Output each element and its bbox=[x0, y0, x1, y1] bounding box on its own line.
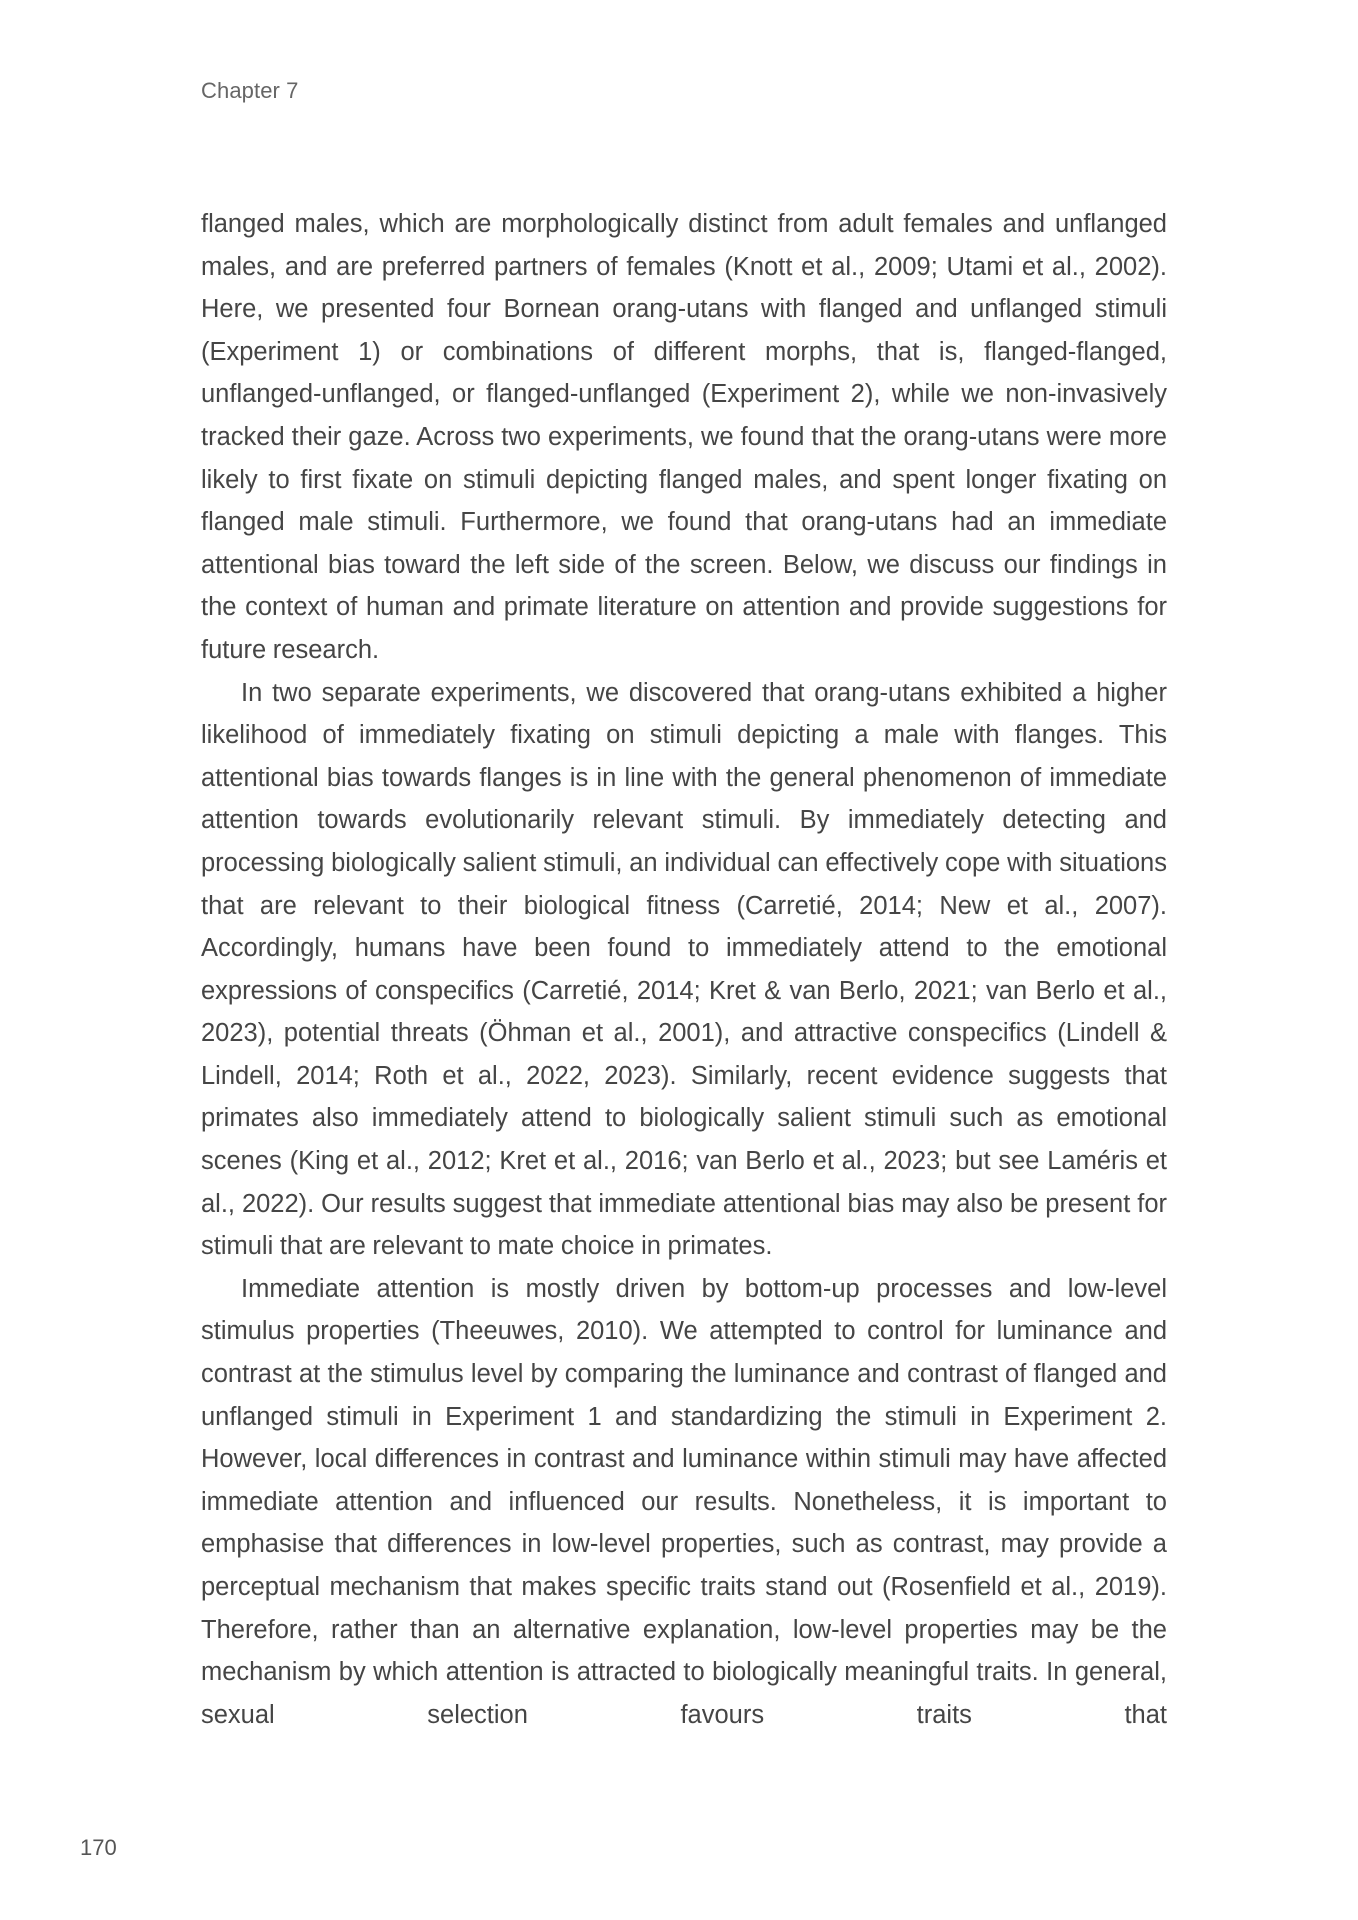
body-text bbox=[201, 203, 1167, 1736]
running-header-chapter: Chapter 7 bbox=[201, 78, 299, 103]
paragraph-3: Immediate attention is mostly driven by bottom-up processes and low-level stimulus properties (Theeuwes, 2010). We attempted to control for luminance and contrast at the stimulus level by comparing the luminance and contrast of flanged and unflanged stimuli in Experiment 1 and standardizing the stimuli in Experiment 2. However, local differences in contrast and luminance within stimuli may have affected immediate attention and influenced our results. Nonetheless, it is important to emphasise that differences in low-level properties, such as contrast, may provide a perceptual mechanism that makes specific traits stand out (Rosenfield et al., 2019). Therefore, rather than an alternative explanation, low-level properties may be the mechanism by which attention is attracted to biologically meaningful traits. In general, sexual selection favours traits that bbox=[201, 1274, 1167, 1729]
paragraph-1: flanged males, which are morphologically distinct from adult females and unflanged males, and are preferred partners of females (Knott et al., 2009; Utami et al., 2002). Here, we presented four Bornean orang-utans with flanged and unflanged stimuli (Experiment 1) or combinations of different morphs, that is, flanged-flanged, unflanged-unflanged, or flanged-unflanged (Experiment 2), while we non-invasively tracked their gaze. Across two experiments, we found that the orang-utans were more likely to first fixate on stimuli depicting flanged males, and spent longer fixating on flanged male stimuli. Furthermore, we found that orang-utans had an immediate attentional bias toward the left side of the screen. Below, we discuss our findings in the context of human and primate literature on attention and provide suggestions for future research. bbox=[201, 210, 1167, 664]
page-number: 170 bbox=[80, 1835, 117, 1860]
paragraph-2: In two separate experiments, we discovered that orang-utans exhibited a higher likelihood of immediately fixating on stimuli depicting a male with flanges. This attentional bias towards flanges is in line with the general phenomenon of immediate attention towards evolutionarily relevant stimuli. By immediately detecting and processing biologically salient stimuli, an individual can effectively cope with situations that are relevant to their biological fitness (Carretié, 2014; New et al., 2007). Accordingly, humans have been found to immediately attend to the emotional expressions of conspecifics (Carretié, 2014; Kret & van Berlo, 2021; van Berlo et al., 2023), potential threats (Öhman et al., 2001), and attractive conspecifics (Lindell & Lindell, 2014; Roth et al., 2022, 2023). Similarly, recent evidence suggests that primates also immediately attend to biologically salient stimuli such as emotional scenes (King et al., 2012; Kret et al., 2016; van Berlo et al., 2023; but see Laméris et al., 2022). Our results suggest that immediate attentional bias may also be present for stimuli that are relevant to mate choice in primates. bbox=[201, 678, 1167, 1261]
